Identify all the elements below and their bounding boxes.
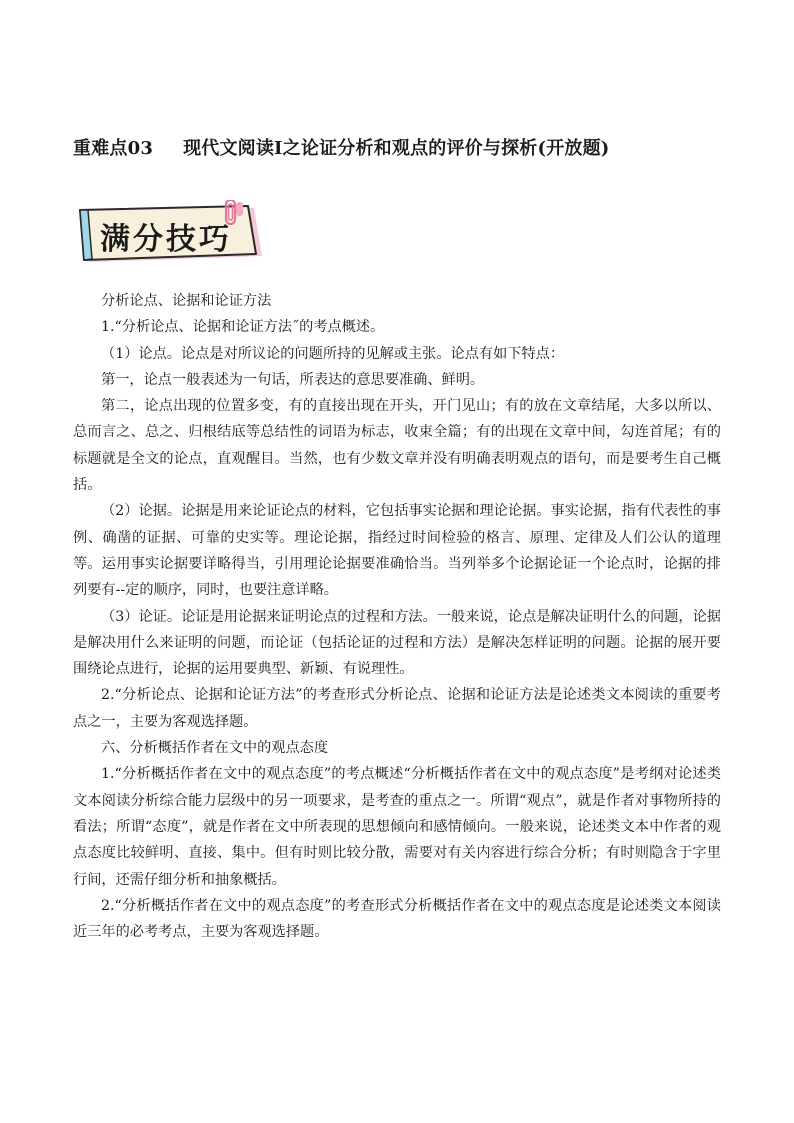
section-badge [76, 200, 266, 268]
paragraph: 分析论点、论据和论证方法 [101, 293, 272, 309]
badge-label: 满分技巧 [100, 222, 232, 257]
paragraph: 2.“分析论点、论据和论证方法”的考查形式分析论点、论据和论证方法是论述类文本阅读的重要考点之一，主要为客观选择题。 [73, 687, 721, 730]
title-text: 现代文阅读I之论证分析和观点的评价与探析(开放题) [183, 138, 610, 159]
paragraph: 六、分析概括作者在文中的观点态度 [101, 740, 329, 757]
paragraph: 第二，论点出现的位置多变，有的直接出现在开头，开门见山；有的放在文章结尾，大多以所以、总而言之、总之、归根结底等总结性的词语为标志，收束全篇；有的出现在文章中间，勾连首尾；有的标题就是全文的论点，直观醒目。当然，也有少数文章并没有明确表明观点的语句，而是要考生自己概括。 [73, 398, 721, 494]
paragraph: （3）论证。论证是用论据来证明论点的过程和方法。一般来说，论点是解决证明什么的问题，论据是解决用什么来证明的问题，而论证（包括论证的过程和方法）是解决怎样证明的问题。论据的展开要围绕论点进行，论据的运用要典型、新颖、有说理性。 [73, 608, 721, 678]
body-text [73, 288, 721, 945]
paragraph: 2.“分析概括作者在文中的观点态度”的考查形式分析概括作者在文中的观点态度是论述类文本阅读近三年的必考考点，主要为客观选择题。 [73, 897, 721, 941]
page-title [73, 134, 733, 160]
paragraph: 第一，论点一般表述为一句话，所表达的意思要准确、鲜明。 [101, 371, 485, 388]
paragraph: 1.“分析论点、论据和论证方法˝的考点概述。 [101, 319, 385, 336]
paragraph: 1.“分析概括作者在文中的观点态度”的考点概述“分析概括作者在文中的观点态度”是考纲对论述类文本阅读分析综合能力层级中的另一项要求，是考查的重点之一。所谓“观点”，就是作者对事物所持的看法；所谓“态度”，就是作者在文中所表现的思想倾向和感情倾向。一般来说，论述类文本中作者的观点态度比较鲜明、直接、集中。但有时则比较分散，需要对有关内容进行综合分析；有时则隐含于字里行间，还需仔细分析和抽象概括。 [73, 766, 721, 888]
title-number: 重难点03 [73, 138, 154, 159]
paragraph: （1）论点。论点是对所议论的问题所持的见解或主张。论点有如下特点： [101, 345, 565, 362]
paragraph: （2）论据。论据是用来论证论点的材料，它包括事实论据和理论论据。事实论据，指有代表性的事例、确凿的证据、可靠的史实等。理论论据，指经过时间检验的格言、原理、定律及人们公认的道理等。运用事实论据要详略得当，引用理论论据要准确恰当。当列举多个论据论证一个论点时，论据的排列要有--定的顺序，同时，也要注意详略。 [73, 503, 721, 599]
